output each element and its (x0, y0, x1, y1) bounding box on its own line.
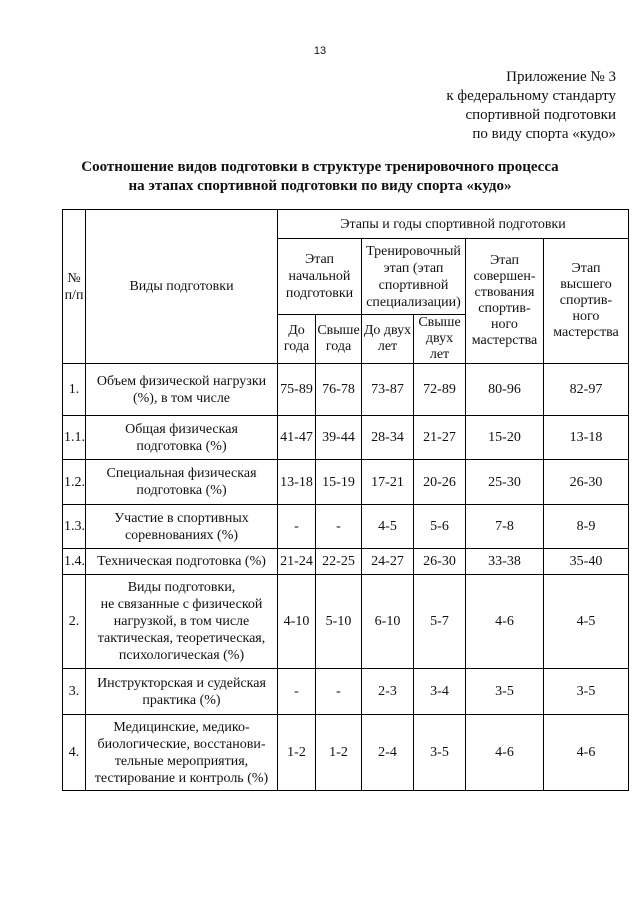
cell-value: 80-96 (466, 364, 544, 416)
cell-value: 4-6 (544, 715, 629, 791)
table-row (63, 416, 629, 460)
cell-value: 3-4 (414, 669, 466, 715)
title-line: Соотношение видов подготовки в структуре тренировочного процесса (81, 159, 559, 175)
cell-value: 13-18 (278, 460, 316, 505)
cell-value: - (278, 505, 316, 549)
row-name: Техническая подготовка (%) (86, 549, 278, 575)
table-row (63, 715, 629, 791)
row-name: Объем физической нагрузки (%), в том числе (86, 364, 278, 416)
cell-value: 8-9 (544, 505, 629, 549)
cell-value: 2-4 (362, 715, 414, 791)
appendix-line: Приложение № 3 (506, 69, 616, 85)
cell-value: 7-8 (466, 505, 544, 549)
cell-value: 75-89 (278, 364, 316, 416)
cell-value: 5-6 (414, 505, 466, 549)
cell-value: 33-38 (466, 549, 544, 575)
cell-value: 21-27 (414, 416, 466, 460)
cell-value: 21-24 (278, 549, 316, 575)
table-row (63, 575, 629, 669)
cell-value: 5-7 (414, 575, 466, 669)
cell-value: 28-34 (362, 416, 414, 460)
cell-value: 3-5 (414, 715, 466, 791)
cell-value: 6-10 (362, 575, 414, 669)
row-number: 1.2. (63, 460, 86, 505)
cell-value: - (316, 505, 362, 549)
cell-value: 4-5 (544, 575, 629, 669)
cell-value: 4-5 (362, 505, 414, 549)
header-sub-initial-1: До года (278, 315, 316, 364)
cell-value: - (316, 669, 362, 715)
cell-value: 39-44 (316, 416, 362, 460)
cell-value: 76-78 (316, 364, 362, 416)
appendix-line: к федеральному стандарту (446, 88, 616, 104)
header-sub-training-2: Свыше двух лет (414, 315, 466, 364)
cell-value: 41-47 (278, 416, 316, 460)
row-name: Специальная физическая подготовка (%) (86, 460, 278, 505)
row-name: Виды подготовки, не связанные с физической нагрузкой, в том числе тактическая, теоретическая, психологическая (%) (86, 575, 278, 669)
appendix-header (446, 68, 616, 144)
table-row (63, 505, 629, 549)
row-number: 1.3. (63, 505, 86, 549)
header-sub-training-1: До двух лет (362, 315, 414, 364)
cell-value: 4-6 (466, 575, 544, 669)
cell-value: 26-30 (414, 549, 466, 575)
cell-value: 20-26 (414, 460, 466, 505)
cell-value: 26-30 (544, 460, 629, 505)
page-number: 13 (313, 45, 327, 57)
row-name: Участие в спортивных соревнованиях (%) (86, 505, 278, 549)
appendix-line: по виду спорта «кудо» (472, 126, 616, 142)
cell-value: 5-10 (316, 575, 362, 669)
row-number: 2. (63, 575, 86, 669)
table-row (63, 549, 629, 575)
cell-value: 3-5 (466, 669, 544, 715)
cell-value: 4-10 (278, 575, 316, 669)
training-ratio-table (62, 209, 629, 791)
row-name: Инструкторская и судейская практика (%) (86, 669, 278, 715)
header-stage-initial: Этап начальной подготовки (278, 239, 362, 315)
title-line: на этапах спортивной подготовки по виду спорта «кудо» (128, 178, 512, 194)
cell-value: 17-21 (362, 460, 414, 505)
table-row (63, 669, 629, 715)
row-number: 1. (63, 364, 86, 416)
cell-value: - (278, 669, 316, 715)
cell-value: 22-25 (316, 549, 362, 575)
row-name: Медицинские, медико- биологические, восстанови- тельные мероприятия, тестирование и контроль (%) (86, 715, 278, 791)
row-number: 1.4. (63, 549, 86, 575)
cell-value: 2-3 (362, 669, 414, 715)
cell-value: 15-20 (466, 416, 544, 460)
cell-value: 82-97 (544, 364, 629, 416)
cell-value: 72-89 (414, 364, 466, 416)
header-stage-higher: Этап высшего спортив- ного мастерства (544, 239, 629, 364)
cell-value: 15-19 (316, 460, 362, 505)
table-row (63, 460, 629, 505)
header-kind: Виды подготовки (86, 210, 278, 364)
header-num: № п/п (63, 210, 86, 364)
cell-value: 3-5 (544, 669, 629, 715)
appendix-line: спортивной подготовки (465, 107, 616, 123)
header-stages-group: Этапы и годы спортивной подготовки (278, 210, 629, 239)
header-stage-perfection: Этап совершен- ствования спортив- ного мастерства (466, 239, 544, 364)
row-number: 4. (63, 715, 86, 791)
cell-value: 25-30 (466, 460, 544, 505)
cell-value: 73-87 (362, 364, 414, 416)
cell-value: 1-2 (316, 715, 362, 791)
row-number: 1.1. (63, 416, 86, 460)
cell-value: 24-27 (362, 549, 414, 575)
cell-value: 4-6 (466, 715, 544, 791)
row-name: Общая физическая подготовка (%) (86, 416, 278, 460)
header-stage-training: Тренировочный этап (этап спортивной специализации) (362, 239, 466, 315)
cell-value: 35-40 (544, 549, 629, 575)
table-row (63, 364, 629, 416)
row-number: 3. (63, 669, 86, 715)
header-sub-initial-2: Свыше года (316, 315, 362, 364)
cell-value: 1-2 (278, 715, 316, 791)
cell-value: 13-18 (544, 416, 629, 460)
document-title (0, 158, 640, 196)
